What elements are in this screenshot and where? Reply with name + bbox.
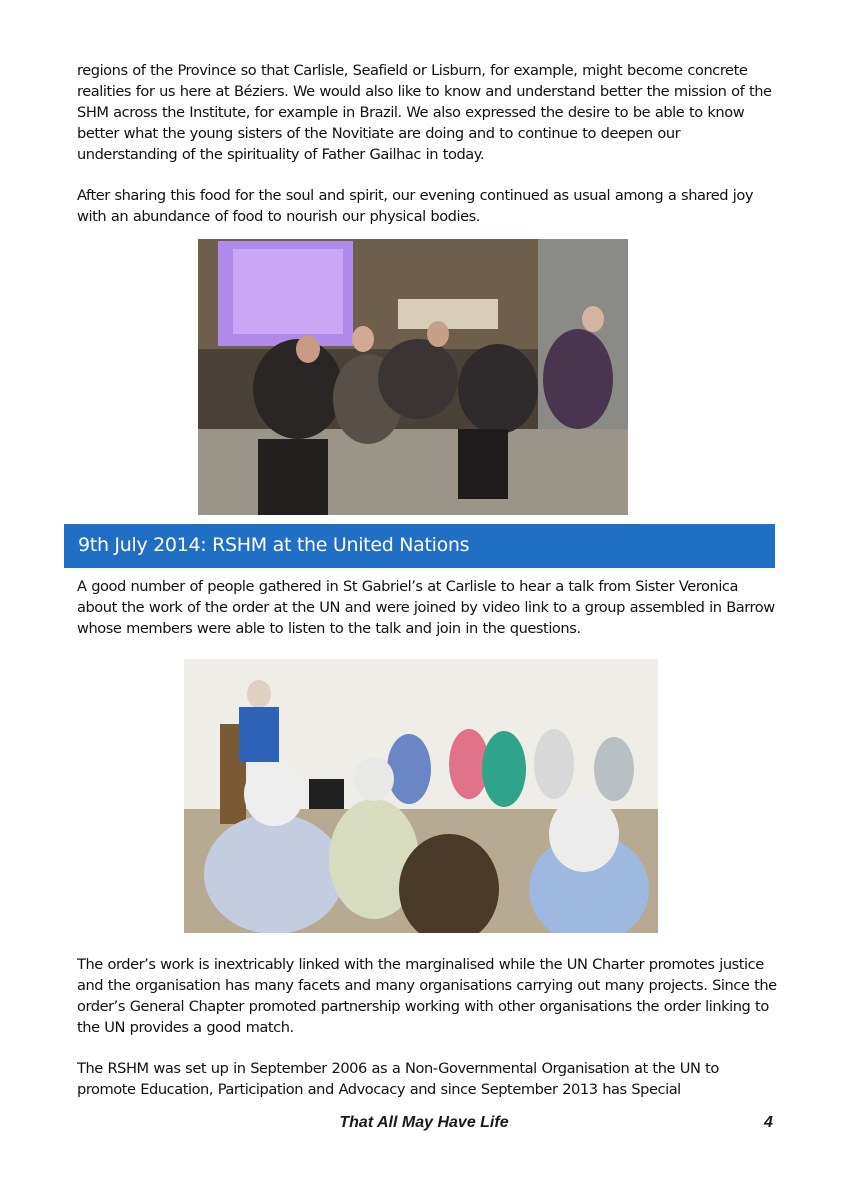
section-heading: 9th July 2014: RSHM at the United Nations: [78, 534, 470, 556]
group-meeting-photo: [198, 239, 628, 515]
gathering-paragraph: A good number of people gathered in St Gabriel’s at Carlisle to hear a talk from Sister Veronica about the work of the order at the UN and were joined by video link to a group assembled in Barrow whose members were able to listen to the talk and join in the questions.: [77, 578, 775, 637]
section-heading-banner: [64, 524, 775, 568]
footer-title: That All May Have Life: [339, 1114, 509, 1131]
intro-paragraph: regions of the Province so that Carlisle, Seafield or Lisburn, for example, might become concrete realities for us here at Béziers. We would also like to know and understand better the mission of the SHM across the Institute, for example in Brazil. We also expressed the desire to be able to know better what the young sisters of the Novitiate are doing and to continue to deepen our understanding of the spirituality of Father Gailhac in today.: [77, 62, 772, 163]
charter-paragraph: The order’s work is inextricably linked with the marginalised while the UN Charter promotes justice and the organisation has many facets and many organisations carrying out many projects. Since the order’s General Chapter promoted partnership working with other organisations the order linking to the UN provides a good match.: [77, 956, 777, 1036]
page-number: 4: [764, 1114, 773, 1131]
evening-paragraph: After sharing this food for the soul and spirit, our evening continued as usual among a shared joy with an abundance of food to nourish our physical bodies.: [77, 187, 754, 225]
talk-audience-photo: [184, 659, 658, 933]
ngo-paragraph: The RSHM was set up in September 2006 as a Non-Governmental Organisation at the UN to promote Education, Participation and Advocacy and since September 2013 has Special: [77, 1060, 719, 1098]
